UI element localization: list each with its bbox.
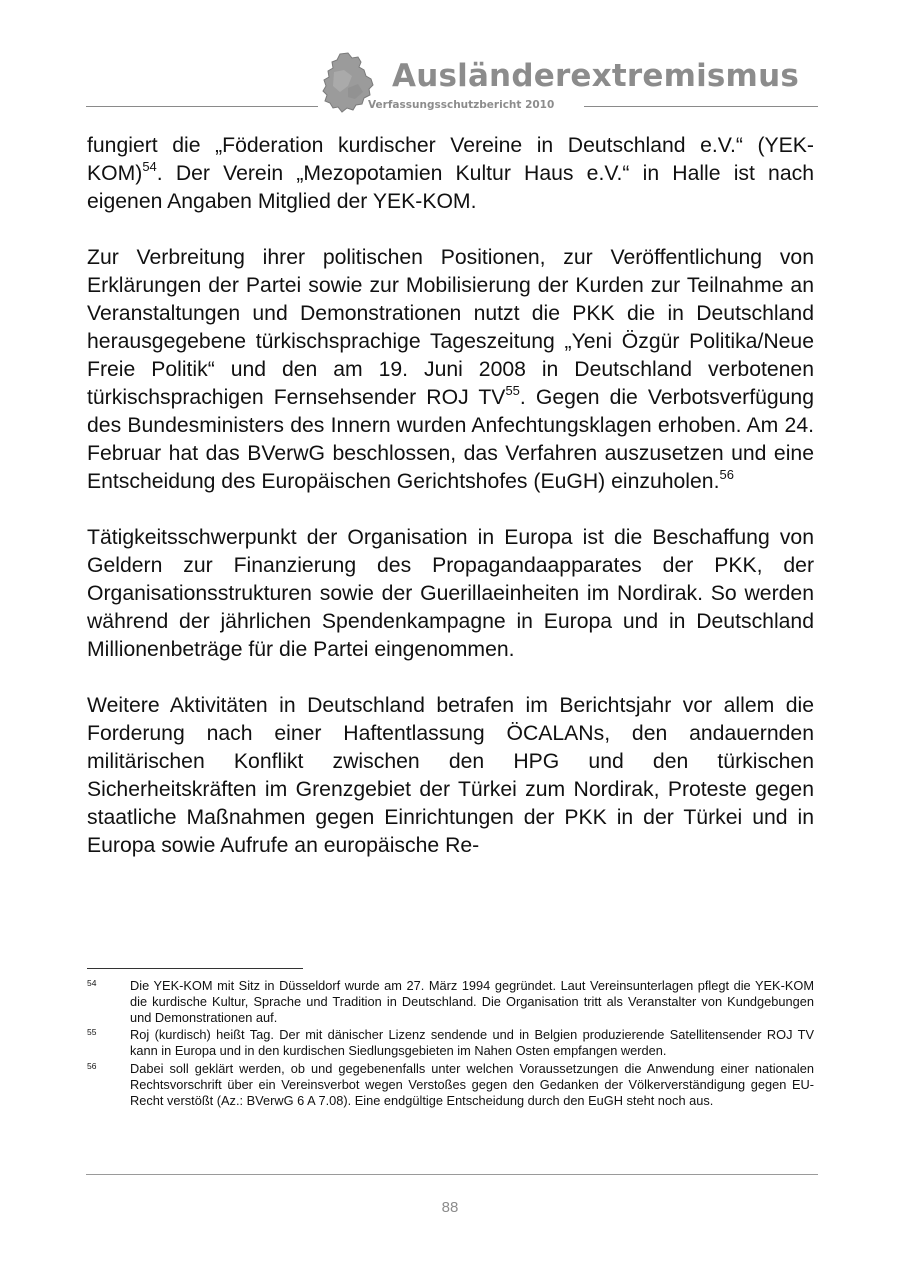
footnote xyxy=(87,1061,814,1108)
header-rule-right xyxy=(584,106,818,107)
paragraph xyxy=(87,524,814,664)
footnote-reference[interactable]: 54 xyxy=(142,158,157,174)
footnote-text: Roj (kurdisch) heißt Tag. Der mit dänischer Lizenz sendende und in Belgien produzierende Satellitensender ROJ TV kann in Europa und in den kurdischen Siedlungsgebieten im Nahen Osten empfangen werden. xyxy=(130,1027,814,1059)
paragraph xyxy=(87,244,814,496)
footnote-text: Dabei soll geklärt werden, ob und gegebenenfalls unter welchen Voraussetzungen die Anwendung einer nationalen Rechtsvorschrift über ein Vereinsverbot wegen Verstoßes gegen den Gedanken der Völkerverständigung gegen EU-Recht verstößt (Az.: BVerwG 6 A 7.08). Eine endgültige Entscheidung durch den EuGH steht noch aus. xyxy=(130,1060,814,1108)
report-section-title: Ausländerextremismus xyxy=(392,58,799,94)
footnotes xyxy=(87,978,814,1110)
paragraph-text: fungiert die „Föderation kurdischer Vereine in Deutschland e.V.“ (YEK-KOM) xyxy=(87,134,814,185)
header-rule-left xyxy=(86,106,318,107)
footnote-number: 54 xyxy=(87,978,97,988)
body-text xyxy=(87,132,814,888)
footnote-text: Die YEK-KOM mit Sitz in Düsseldorf wurde am 27. März 1994 gegründet. Laut Vereinsunterlagen pflegt die YEK-KOM die kurdische Kultur, Sprache und Tradition in Deutschland. Die Organisation tritt als Veranstalter von Kundgebungen und Demonstrationen auf. xyxy=(130,978,814,1025)
paragraph-text: Weitere Aktivitäten in Deutschland betrafen im Berichtsjahr vor allem die Forderung nach einer Haftentlassung ÖCALANs, den andauernden militärischen Konflikt zwischen den HPG und den türkischen Sicherheitskräften im Grenzgebiet der Türkei zum Nordirak, Proteste gegen staatliche Maßnahmen gegen Einrichtungen der PKK in der Türkei und in Europa sowie Aufrufe an europäische Re- xyxy=(87,694,814,857)
page-header xyxy=(0,0,900,120)
paragraph-text: Tätigkeitsschwerpunkt der Organisation in Europa ist die Beschaffung von Geldern zur Finanzierung des Propagandaapparates der PKK, der Organisationsstrukturen sowie der Guerillaeinheiten im Nordirak. So werden während der jährlichen Spendenkampagne in Europa und in Deutschland Millionenbeträge für die Partei eingenommen. xyxy=(87,526,814,661)
page-number: 88 xyxy=(441,1199,459,1216)
paragraph xyxy=(87,692,814,860)
paragraph-text: Zur Verbreitung ihrer politischen Positionen, zur Veröffentlichung von Erklärungen der Partei sowie zur Mobilisierung der Kurden zur Teilnahme an Veranstaltungen und Demonstrationen nutzt die PKK die in Deutschland herausgegebene türkischsprachige Tageszeitung „Yeni Özgür Politika/Neue Freie Politik“ und den am 19. Juni 2008 in Deutschland verbotenen türkischsprachigen Fernsehsender ROJ TV xyxy=(87,246,814,409)
footnote xyxy=(87,978,814,1025)
paragraph-text: . Der Verein „Mezopotamien Kultur Haus e.V.“ in Halle ist nach eigenen Angaben Mitglied der YEK-KOM. xyxy=(87,162,814,213)
footnote-number: 55 xyxy=(87,1027,97,1038)
footnote-separator xyxy=(87,968,303,969)
footnote-reference[interactable]: 55 xyxy=(505,382,520,398)
footer-rule xyxy=(86,1174,818,1175)
footnote xyxy=(87,1027,814,1059)
paragraph-text: . Gegen die Verbotsverfügung des Bundesministers des Innern wurden Anfechtungsklagen erhoben. Am 24. Februar hat das BVerwG beschlossen, das Verfahren auszusetzen und eine Entscheidung des Europäischen Gerichtshofes (EuGH) einzuholen. xyxy=(87,386,814,493)
report-subtitle: Verfassungsschutzbericht 2010 xyxy=(368,99,555,111)
footnote-number: 56 xyxy=(87,1060,97,1071)
footnote-reference[interactable]: 56 xyxy=(719,466,734,482)
paragraph xyxy=(87,132,814,216)
